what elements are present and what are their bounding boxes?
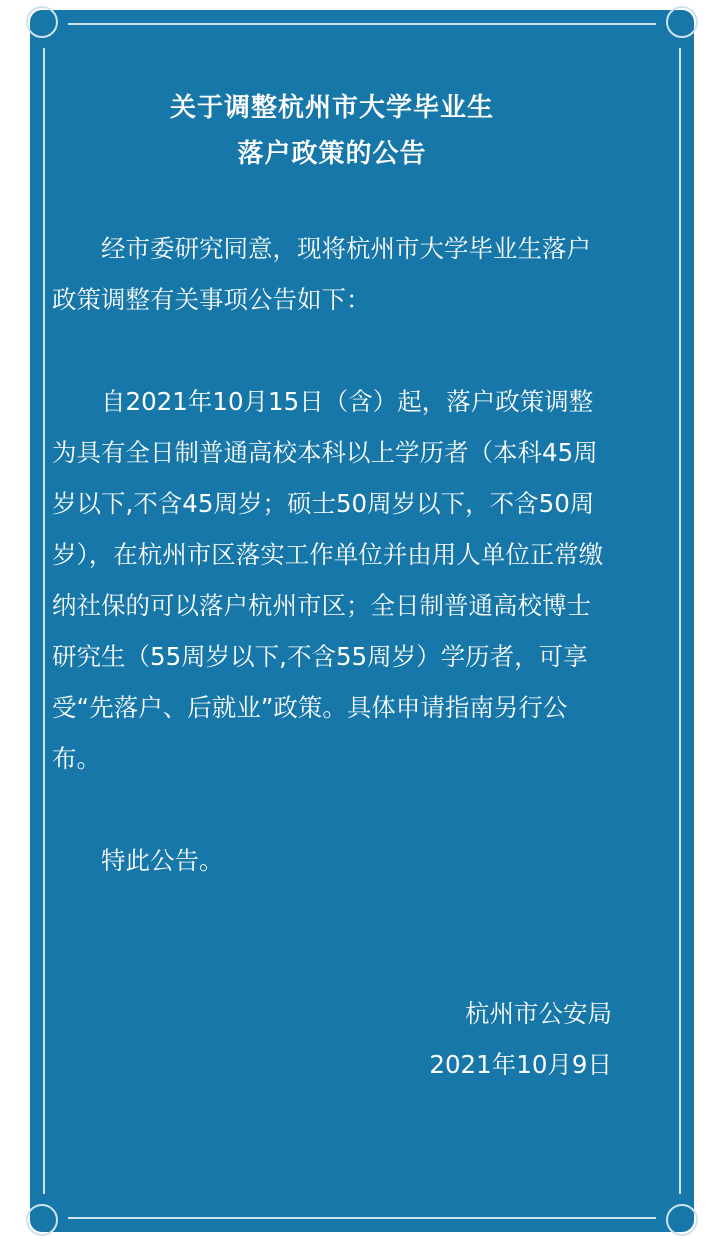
- notice-paragraph-intro: 经市委研究同意，现将杭州市大学毕业生落户政策调整有关事项公告如下：: [52, 234, 591, 314]
- notice-title-line-2: 落户政策的公告: [237, 139, 427, 169]
- notice-paragraph-policy: 自2021年10月15日（含）起，落户政策调整为具有全日制普通高校本科以上学历者（本科45周岁以下,不含45周岁；硕士50周岁以下，不含50周岁），在杭州市区落实工作单位并由用人单位正常缴纳社保的可以落户杭州市区；全日制普通高校博士研究生（55周岁以下,不含55周岁）学历者，可享受“先落户、后就业”政策。具体申请指南另行公布。: [52, 387, 604, 773]
- frame-corner-top-right: [656, 22, 682, 48]
- spacer: [52, 325, 612, 376]
- issue-date: 2021年10月9日: [429, 1050, 612, 1079]
- notice-title-line-1: 关于调整杭州市大学毕业生: [169, 93, 494, 123]
- issuer-name: 杭州市公安局: [465, 999, 612, 1028]
- frame-corner-bottom-right: [656, 1194, 682, 1220]
- spacer: [52, 886, 612, 937]
- spacer: [52, 177, 612, 223]
- notice-content: [52, 85, 612, 1090]
- frame-corner-bottom-left: [42, 1194, 68, 1220]
- frame-corner-top-left: [42, 22, 68, 48]
- spacer: [52, 784, 612, 835]
- notice-paragraph-closing: 特此公告。: [101, 846, 224, 875]
- spacer: [52, 937, 612, 988]
